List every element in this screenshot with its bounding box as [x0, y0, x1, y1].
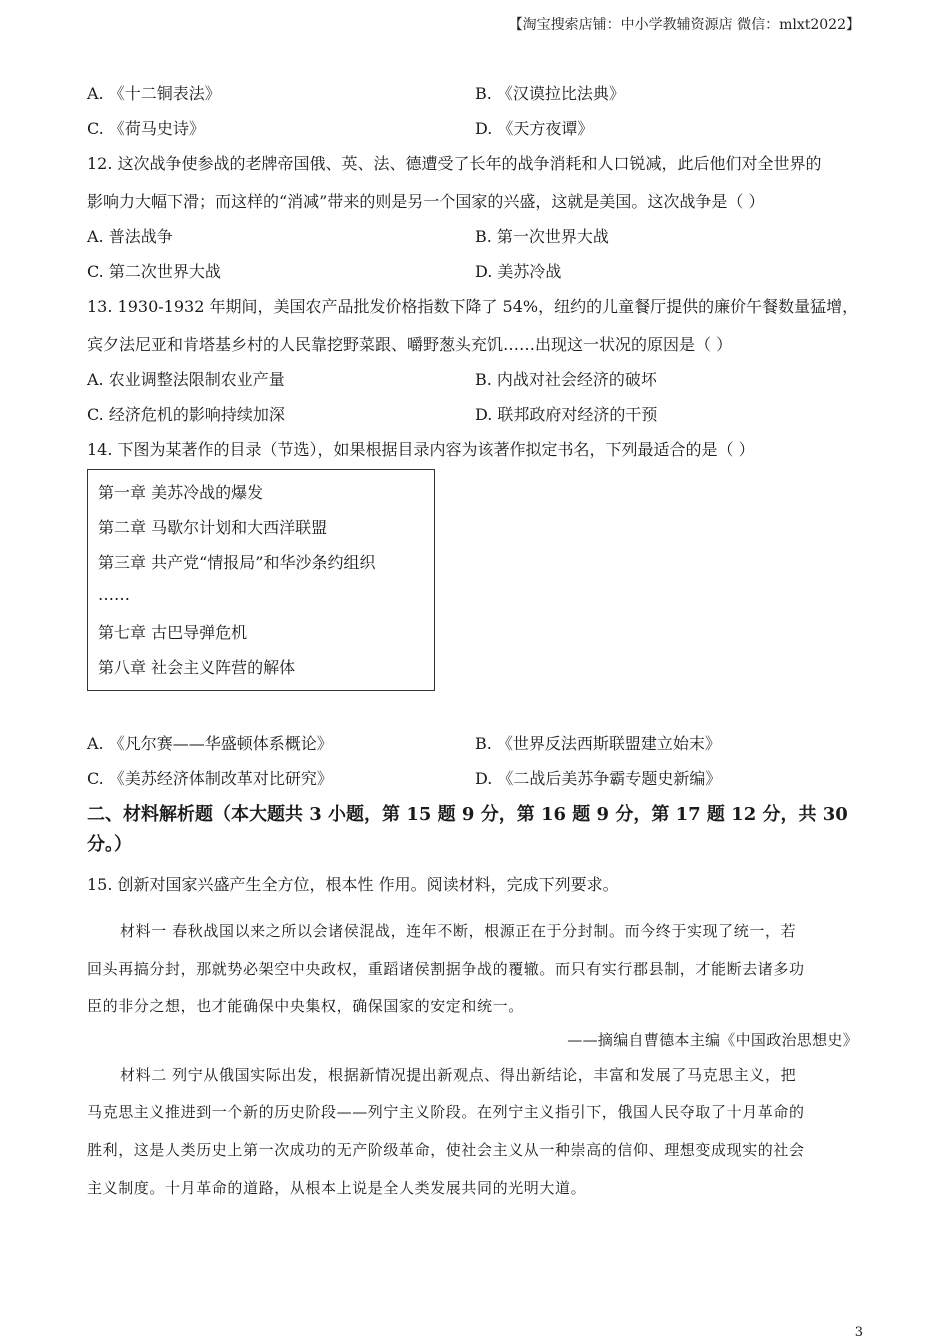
q13-option-b: B. 内战对社会经济的破坏 [475, 370, 657, 389]
q12-stem-line2: 影响力大幅下滑；而这样的“消减”带来的则是另一个国家的兴盛，这就是美国。这次战争是（ ） [87, 192, 765, 211]
page-number: 3 [854, 1325, 863, 1340]
q12-option-c: C. 第二次世界大战 [87, 262, 221, 281]
toc-item: …… [98, 585, 130, 604]
material1-line: 臣的非分之想，也才能确保中央集权，确保国家的安定和统一。 [87, 997, 524, 1015]
q13-stem-line1: 13. 1930-1932 年期间，美国农产品批发价格指数下降了 54%，纽约的儿童餐厅提供的廉价午餐数量猛增， [87, 297, 859, 316]
material2-line: 胜利，这是人类历史上第一次成功的无产阶级革命，使社会主义从一种崇高的信仰、理想变成现实的社会 [87, 1141, 805, 1159]
toc-item: 第三章 共产党“情报局”和华沙条约组织 [98, 553, 376, 572]
toc-item: 第八章 社会主义阵营的解体 [98, 658, 296, 677]
material1-source: ——摘编自曹德本主编《中国政治思想史》 [567, 1031, 858, 1049]
q13-option-d: D. 联邦政府对经济的干预 [475, 405, 658, 424]
material2-line: 马克思主义推进到一个新的历史阶段——列宁主义阶段。在列宁主义指引下，俄国人民夺取了十月革命的 [87, 1103, 805, 1121]
q11-option-d: D. 《天方夜谭》 [475, 119, 594, 138]
q14-stem: 14. 下图为某著作的目录（节选），如果根据目录内容为该著作拟定书名，下列最适合的是（ ） [87, 440, 755, 459]
toc-item: 第二章 马歇尔计划和大西洋联盟 [98, 518, 328, 537]
toc-item: 第一章 美苏冷战的爆发 [98, 483, 264, 502]
section-title-line2: 分。） [87, 834, 132, 855]
q14-option-a: A. 《凡尔赛——华盛顿体系概论》 [87, 734, 333, 753]
q12-stem-line1: 12. 这次战争使参战的老牌帝国俄、英、法、德遭受了长年的战争消耗和人口锐减，此后他们对全世界的 [87, 154, 822, 173]
q14-option-c: C. 《美苏经济体制改革对比研究》 [87, 769, 333, 788]
toc-item: 第七章 古巴导弹危机 [98, 623, 248, 642]
q13-stem-line2: 宾夕法尼亚和肯塔基乡村的人民靠挖野菜跟、嚼野葱头充饥……出现这一状况的原因是（ ） [87, 335, 733, 354]
q14-option-b: B. 《世界反法西斯联盟建立始末》 [475, 734, 721, 753]
q12-option-d: D. 美苏冷战 [475, 262, 562, 281]
q14-option-d: D. 《二战后美苏争霸专题史新编》 [475, 769, 722, 788]
q13-option-a: A. 农业调整法限制农业产量 [87, 370, 285, 389]
q15-stem: 15. 创新对国家兴盛产生全方位，根本性 作用。阅读材料，完成下列要求。 [87, 875, 619, 894]
q13-option-c: C. 经济危机的影响持续加深 [87, 405, 285, 424]
q11-option-b: B. 《汉谟拉比法典》 [475, 84, 625, 103]
material2-line: 主义制度。十月革命的道路，从根本上说是全人类发展共同的光明大道。 [87, 1179, 587, 1197]
page-header: 【淘宝搜索店铺：中小学教辅资源店 微信：mlxt2022】 [508, 17, 860, 33]
table-of-contents-box [87, 469, 435, 691]
material1-line: 材料一 春秋战国以来之所以会诸侯混战，连年不断，根源正在于分封制。而今终于实现了统一，若 [120, 922, 797, 940]
material1-line: 回头再搞分封，那就势必架空中央政权，重蹈诸侯割据争战的覆辙。而只有实行郡县制，才能断去诸多功 [87, 960, 805, 978]
section-title-line1: 二、材料解析题（本大题共 3 小题，第 15 题 9 分，第 16 题 9 分，第 17 题 12 分，共 30 [87, 804, 848, 825]
material2-line: 材料二 列宁从俄国实际出发，根据新情况提出新观点、得出新结论，丰富和发展了马克思主义，把 [120, 1066, 797, 1084]
q11-option-c: C. 《荷马史诗》 [87, 119, 205, 138]
q12-option-a: A. 普法战争 [87, 227, 173, 246]
q12-option-b: B. 第一次世界大战 [475, 227, 609, 246]
q11-option-a: A. 《十二铜表法》 [87, 84, 221, 103]
